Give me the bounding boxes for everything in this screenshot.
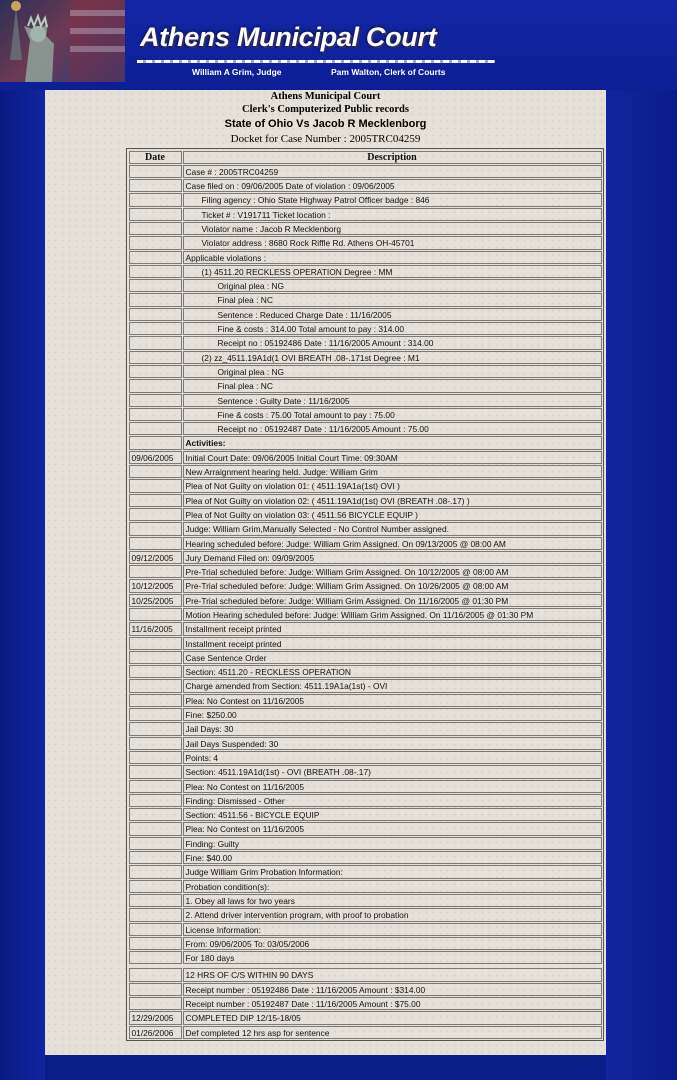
table-row [128,164,602,178]
date-cell [129,851,182,864]
date-cell: 09/06/2005 [129,451,182,464]
description-cell: Initial Court Date: 09/06/2005 Initial Court Time: 09:30AM [183,451,602,464]
court-name: Athens Municipal Court [270,91,381,102]
description-cell: Receipt no : 05192487 Date : 11/16/2005 Amount : 75.00 [183,422,602,435]
description-cell: Plea: No Contest on 11/16/2005 [183,694,602,707]
date-cell [129,322,182,335]
table-row [128,997,602,1011]
description-cell: Judge: William Grim,Manually Selected - No Control Number assigned. [183,522,602,535]
description-cell: (1) 4511.20 RECKLESS OPERATION Degree : MM [183,265,602,278]
description-cell: Original plea : NG [183,279,602,292]
date-cell [129,894,182,907]
date-cell [129,665,182,678]
date-cell [129,408,182,421]
case-title: State of Ohio Vs Jacob R Mecklenborg [224,118,427,130]
date-cell [129,279,182,292]
date-cell [129,508,182,521]
judge-name: William A Grim, Judge [192,67,282,77]
description-cell: Jury Demand Filed on: 09/09/2005 [183,551,602,564]
right-border-bar [606,90,677,1080]
description-cell: Receipt number : 05192487 Date : 11/16/2005 Amount : $75.00 [183,997,602,1010]
description-cell: Points: 4 [183,751,602,764]
date-cell [129,608,182,621]
description-cell: Fine: $250.00 [183,708,602,721]
statue-of-liberty-logo-image [0,0,125,82]
description-cell: Section: 4511.19A1d(1st) - OVI (BREATH .08-.17) [183,765,602,778]
description-cell: Case Sentence Order [183,651,602,664]
description-cell: License Information: [183,923,602,936]
table-row [128,922,602,936]
date-cell: 09/12/2005 [129,551,182,564]
description-cell: Receipt number : 05192486 Date : 11/16/2005 Amount : $314.00 [183,983,602,996]
table-row [128,250,602,264]
table-row [128,893,602,907]
table-row [128,722,602,736]
date-cell [129,722,182,735]
description-cell: Charge amended from Section: 4511.19A1a(1st) - OVI [183,679,602,692]
table-row [128,436,602,450]
description-cell: Violator name : Jacob R Mecklenborg [183,222,602,235]
date-cell [129,494,182,507]
description-cell: Finding: Guilty [183,837,602,850]
table-row [128,522,602,536]
description-cell: Final plea : NC [183,293,602,306]
table-row [128,879,602,893]
description-cell: Fine: $40.00 [183,851,602,864]
description-cell: Violator address : 8680 Rock Riffle Rd. Athens OH-45701 [183,236,602,249]
description-cell: Activities: [183,436,602,449]
table-row [128,536,602,550]
description-cell: Def completed 12 hrs asp for sentence [183,1026,602,1039]
date-cell [129,565,182,578]
description-cell: Plea: No Contest on 11/16/2005 [183,780,602,793]
date-cell [129,351,182,364]
date-cell [129,179,182,192]
table-row [128,593,602,607]
table-row [128,836,602,850]
description-cell: Jail Days Suspended: 30 [183,737,602,750]
table-row [128,393,602,407]
table-row [128,650,602,664]
date-cell [129,923,182,936]
date-cell [129,336,182,349]
description-cell: New Arraignment hearing held. Judge: William Grim [183,465,602,478]
docket-table [126,148,604,1041]
description-cell: Final plea : NC [183,379,602,392]
table-row [128,851,602,865]
date-cell [129,436,182,449]
table-row [128,264,602,278]
description-cell: 1. Obey all laws for two years [183,894,602,907]
date-cell [129,637,182,650]
description-cell: 12 HRS OF C/S WITHIN 90 DAYS [183,968,602,981]
table-row [128,636,602,650]
title-underline-decoration [137,60,495,63]
table-row [128,407,602,421]
description-cell: Hearing scheduled before: Judge: William Grim Assigned. On 09/13/2005 @ 08:00 AM [183,537,602,550]
table-row [128,236,602,250]
description-cell: Plea: No Contest on 11/16/2005 [183,822,602,835]
description-cell: Sentence : Reduced Charge Date : 11/16/2005 [183,308,602,321]
docket-page [45,90,606,1055]
records-subtitle: Clerk's Computerized Public records [242,104,409,115]
date-cell [129,208,182,221]
date-cell [129,293,182,306]
date-cell [129,193,182,206]
table-row [128,1025,602,1039]
site-header [0,0,677,90]
page-heading [45,90,606,146]
table-row [128,1011,602,1025]
table-row [128,350,602,364]
date-cell [129,465,182,478]
table-row [128,708,602,722]
table-row [128,293,602,307]
description-column-header: Description [183,151,602,164]
description-cell: Section: 4511.20 - RECKLESS OPERATION [183,665,602,678]
date-cell [129,822,182,835]
table-row [128,465,602,479]
date-cell [129,837,182,850]
date-cell [129,537,182,550]
table-row [128,322,602,336]
description-cell: For 180 days [183,951,602,964]
table-row [128,822,602,836]
site-title: Athens Municipal Court [140,22,437,52]
table-row [128,665,602,679]
description-cell: Plea of Not Guilty on violation 03: ( 4511.56 BICYCLE EQUIP ) [183,508,602,521]
table-row [128,493,602,507]
table-body [128,164,602,1039]
table-row [128,422,602,436]
description-cell: Receipt no : 05192486 Date : 11/16/2005 Amount : 314.00 [183,336,602,349]
table-row [128,565,602,579]
description-cell: Fine & costs : 75.00 Total amount to pay : 75.00 [183,408,602,421]
table-row [128,193,602,207]
date-cell [129,880,182,893]
date-cell [129,694,182,707]
date-cell [129,394,182,407]
description-cell: Case filed on : 09/06/2005 Date of violation : 09/06/2005 [183,179,602,192]
date-cell [129,708,182,721]
description-cell: Original plea : NG [183,365,602,378]
date-cell [129,737,182,750]
left-border-bar [0,90,45,1080]
table-row [128,793,602,807]
table-row [128,679,602,693]
date-cell [129,379,182,392]
date-cell: 01/26/2006 [129,1026,182,1039]
description-cell: Pre-Trial scheduled before: Judge: William Grim Assigned. On 11/16/2005 @ 01:30 PM [183,594,602,607]
description-cell: Judge William Grim Probation Information: [183,865,602,878]
description-cell: Ticket # : V191711 Ticket location : [183,208,602,221]
description-cell: Probation condition(s): [183,880,602,893]
table-row [128,736,602,750]
description-cell: Plea of Not Guilty on violation 02: ( 4511.19A1d(1st) OVI (BREATH .08-.17) ) [183,494,602,507]
date-cell [129,679,182,692]
table-row [128,908,602,922]
description-cell: Motion Hearing scheduled before: Judge: William Grim Assigned. On 11/16/2005 @ 01:30 PM [183,608,602,621]
docket-case-number: Docket for Case Number : 2005TRC04259 [230,133,421,145]
table-row [128,207,602,221]
table-row [128,968,602,982]
description-cell: Pre-Trial scheduled before: Judge: William Grim Assigned. On 10/12/2005 @ 08:00 AM [183,565,602,578]
description-cell: Case # : 2005TRC04259 [183,165,602,178]
date-cell [129,165,182,178]
description-cell: Fine & costs : 314.00 Total amount to pay : 314.00 [183,322,602,335]
date-cell [129,780,182,793]
date-cell: 10/25/2005 [129,594,182,607]
date-cell [129,308,182,321]
date-cell [129,236,182,249]
description-cell: From: 09/06/2005 To: 03/05/2006 [183,937,602,950]
date-cell: 10/12/2005 [129,579,182,592]
table-row [128,507,602,521]
table-row [128,808,602,822]
table-row [128,951,602,965]
table-row [128,779,602,793]
description-cell: Jail Days: 30 [183,722,602,735]
description-cell: COMPLETED DIP 12/15-18/05 [183,1011,602,1024]
date-cell [129,265,182,278]
description-cell: Finding: Dismissed - Other [183,794,602,807]
table-row [128,379,602,393]
clerk-name: Pam Walton, Clerk of Courts [331,67,446,77]
date-cell [129,751,182,764]
table-row [128,622,602,636]
date-cell [129,365,182,378]
date-cell [129,908,182,921]
date-cell [129,651,182,664]
date-cell: 11/16/2005 [129,622,182,635]
date-cell: 12/29/2005 [129,1011,182,1024]
table-row [128,550,602,564]
date-cell [129,937,182,950]
table-row [128,364,602,378]
table-row [128,279,602,293]
table-row [128,450,602,464]
description-cell: Plea of Not Guilty on violation 01: ( 4511.19A1a(1st) OVI ) [183,479,602,492]
description-cell: Pre-Trial scheduled before: Judge: William Grim Assigned. On 10/26/2005 @ 08:00 AM [183,579,602,592]
date-cell [129,951,182,964]
table-row [128,693,602,707]
date-cell [129,983,182,996]
date-cell [129,251,182,264]
table-row [128,479,602,493]
description-cell: Installment receipt printed [183,637,602,650]
date-cell [129,765,182,778]
table-row [128,765,602,779]
date-cell [129,222,182,235]
table-row [128,608,602,622]
table-row [128,307,602,321]
date-cell [129,997,182,1010]
date-cell [129,479,182,492]
description-cell: Installment receipt printed [183,622,602,635]
date-cell [129,422,182,435]
date-cell [129,865,182,878]
table-row [128,179,602,193]
table-row [128,936,602,950]
table-row [128,579,602,593]
date-cell [129,794,182,807]
table-row [128,336,602,350]
table-row [128,865,602,879]
table-row [128,750,602,764]
date-cell [129,808,182,821]
table-row [128,221,602,235]
description-cell: Applicable violations : [183,251,602,264]
description-cell: (2) zz_4511.19A1d(1 OVI BREATH .08-.171st Degree : M1 [183,351,602,364]
date-cell [129,522,182,535]
date-cell [129,968,182,981]
description-cell: Sentence : Guilty Date : 11/16/2005 [183,394,602,407]
table-header-row [128,150,602,164]
table-row [128,982,602,996]
date-column-header: Date [129,151,182,164]
description-cell: 2. Attend driver intervention program, with proof to probation [183,908,602,921]
description-cell: Section: 4511.56 - BICYCLE EQUIP [183,808,602,821]
description-cell: Filing agency : Ohio State Highway Patrol Officer badge : 846 [183,193,602,206]
